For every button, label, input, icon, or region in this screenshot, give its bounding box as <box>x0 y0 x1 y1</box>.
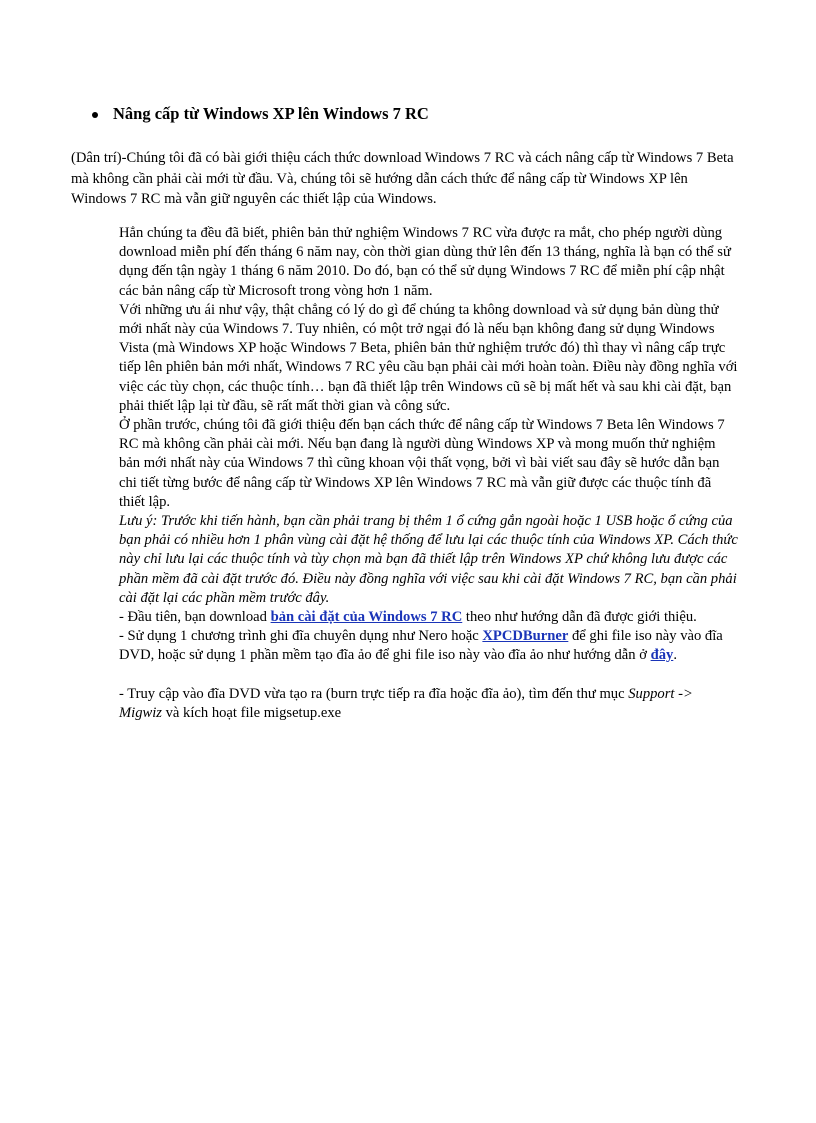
windows7-rc-download-link[interactable]: bản cài đặt của Windows 7 RC <box>270 609 463 626</box>
intro-paragraph: (Dân trí)-Chúng tôi đã có bài giới thiệu cách thức download Windows 7 RC và cách nâng cấp từ Windows 7 Beta mà không cần phải cài mới từ đầu. Và, chúng tôi sẽ hướng dẫn cách thức để nâng cấp từ Windows XP lên Windows 7 RC mà vẫn giữ nguyên các thiết lập của Windows. <box>71 150 734 208</box>
step-3-text-after: và kích hoạt file migsetup.exe <box>161 704 342 721</box>
bullet-icon <box>92 112 98 118</box>
heading-text: Nâng cấp từ Windows XP lên Windows 7 RC <box>113 104 429 123</box>
step-2-text-end: . <box>673 647 677 664</box>
step-3 <box>119 685 739 723</box>
here-link[interactable]: đây <box>650 647 674 664</box>
paragraph-3: Ở phần trước, chúng tôi đã giới thiệu đến bạn cách thức để nâng cấp từ Windows 7 Beta lên Windows 7 RC mà không cần phải cài mới. Nếu bạn đang là người dùng Windows XP và mong muốn thử nghiệm bản mới nhất này của Windows 7 thì cũng khoan vội thất vọng, bởi vì bài viết sau đây sẽ hước dẫn bạn chi tiết từng bước để nâng cấp từ Windows XP lên Windows 7 RC mà vẫn giữ được các thuộc tính đã thiết lập. <box>119 417 725 510</box>
note-paragraph: Lưu ý: Trước khi tiến hành, bạn cần phải trang bị thêm 1 ổ cứng gắn ngoài hoặc 1 USB hoặc ổ cứng của bạn phải có nhiều hơn 1 phân vùng cài đặt hệ thống để lưu lại các thuộc tính của Windows XP. Cách thức này chỉ lưu lại các thuộc tính và tùy chọn mà bạn đã thiết lập trên Windows XP chứ không lưu được các phần mềm đã cài đặt trước đó. Điều này đồng nghĩa với việc sau khi cài đặt Windows 7 RC, bạn cần phải cài đặt lại các phần mềm trước đây. <box>119 513 738 606</box>
step-2-text: - Sử dụng 1 chương trình ghi đĩa chuyên dụng như Nero hoặc <box>119 628 483 645</box>
article-heading <box>92 104 429 124</box>
paragraph-1: Hẳn chúng ta đều đã biết, phiên bản thử nghiệm Windows 7 RC vừa được ra mắt, cho phép người dùng download miễn phí đến tháng 6 năm nay, còn thời gian dùng thử lên đến 13 tháng, nghĩa là bạn có thể sử dụng đến tận ngày 1 tháng 6 năm 2010. Do đó, bạn có thể sử dụng Windows 7 RC để miễn phí cập nhật các bản nâng cấp từ Microsoft trong vòng hơn 1 năm. <box>119 225 731 299</box>
step-3-text: - Truy cập vào đĩa DVD vừa tạo ra (burn trực tiếp ra đĩa hoặc đĩa ảo), tìm đến thư mục <box>119 685 629 702</box>
xpcdburner-link[interactable]: XPCDBurner <box>482 628 569 645</box>
step-2-text-mid: để ghi file iso này vào đĩa DVD, hoặc sử dụng 1 phần mềm tạo đĩa ảo để ghi file iso này vào đĩa ảo như hướng dẫn ở <box>119 628 723 664</box>
spacer <box>119 666 739 685</box>
folder-path: Support -> Migwiz <box>119 685 693 721</box>
step-2 <box>119 627 739 665</box>
article-body <box>119 224 739 723</box>
step-1-text-after: theo như hướng dẫn đã được giới thiệu. <box>462 609 697 626</box>
step-1 <box>119 608 739 627</box>
paragraph-2: Với những ưu ái như vậy, thật chẳng có lý do gì để chúng ta không download và sử dụng bản dùng thử mới nhất này của Windows 7. Tuy nhiên, có một trở ngại đó là nếu bạn không đang sử dụng Windows Vista (mà Windows XP hoặc Windows 7 Beta, phiên bản thử nghiệm trước đó) thì thay vì nâng cấp trực tiếp lên phiên bản mới nhất, Windows 7 RC yêu cầu bạn phải cài mới hoàn toàn. Điều này đồng nghĩa với việc các tùy chọn, các thuộc tính… bạn đã thiết lập trên Windows cũ sẽ bị mất hết và sau khi cài đặt, bạn phải thiết lập lại từ đầu, sẽ rất mất thời gian và công sức. <box>119 301 738 414</box>
step-1-text: - Đầu tiên, bạn download <box>119 609 271 626</box>
